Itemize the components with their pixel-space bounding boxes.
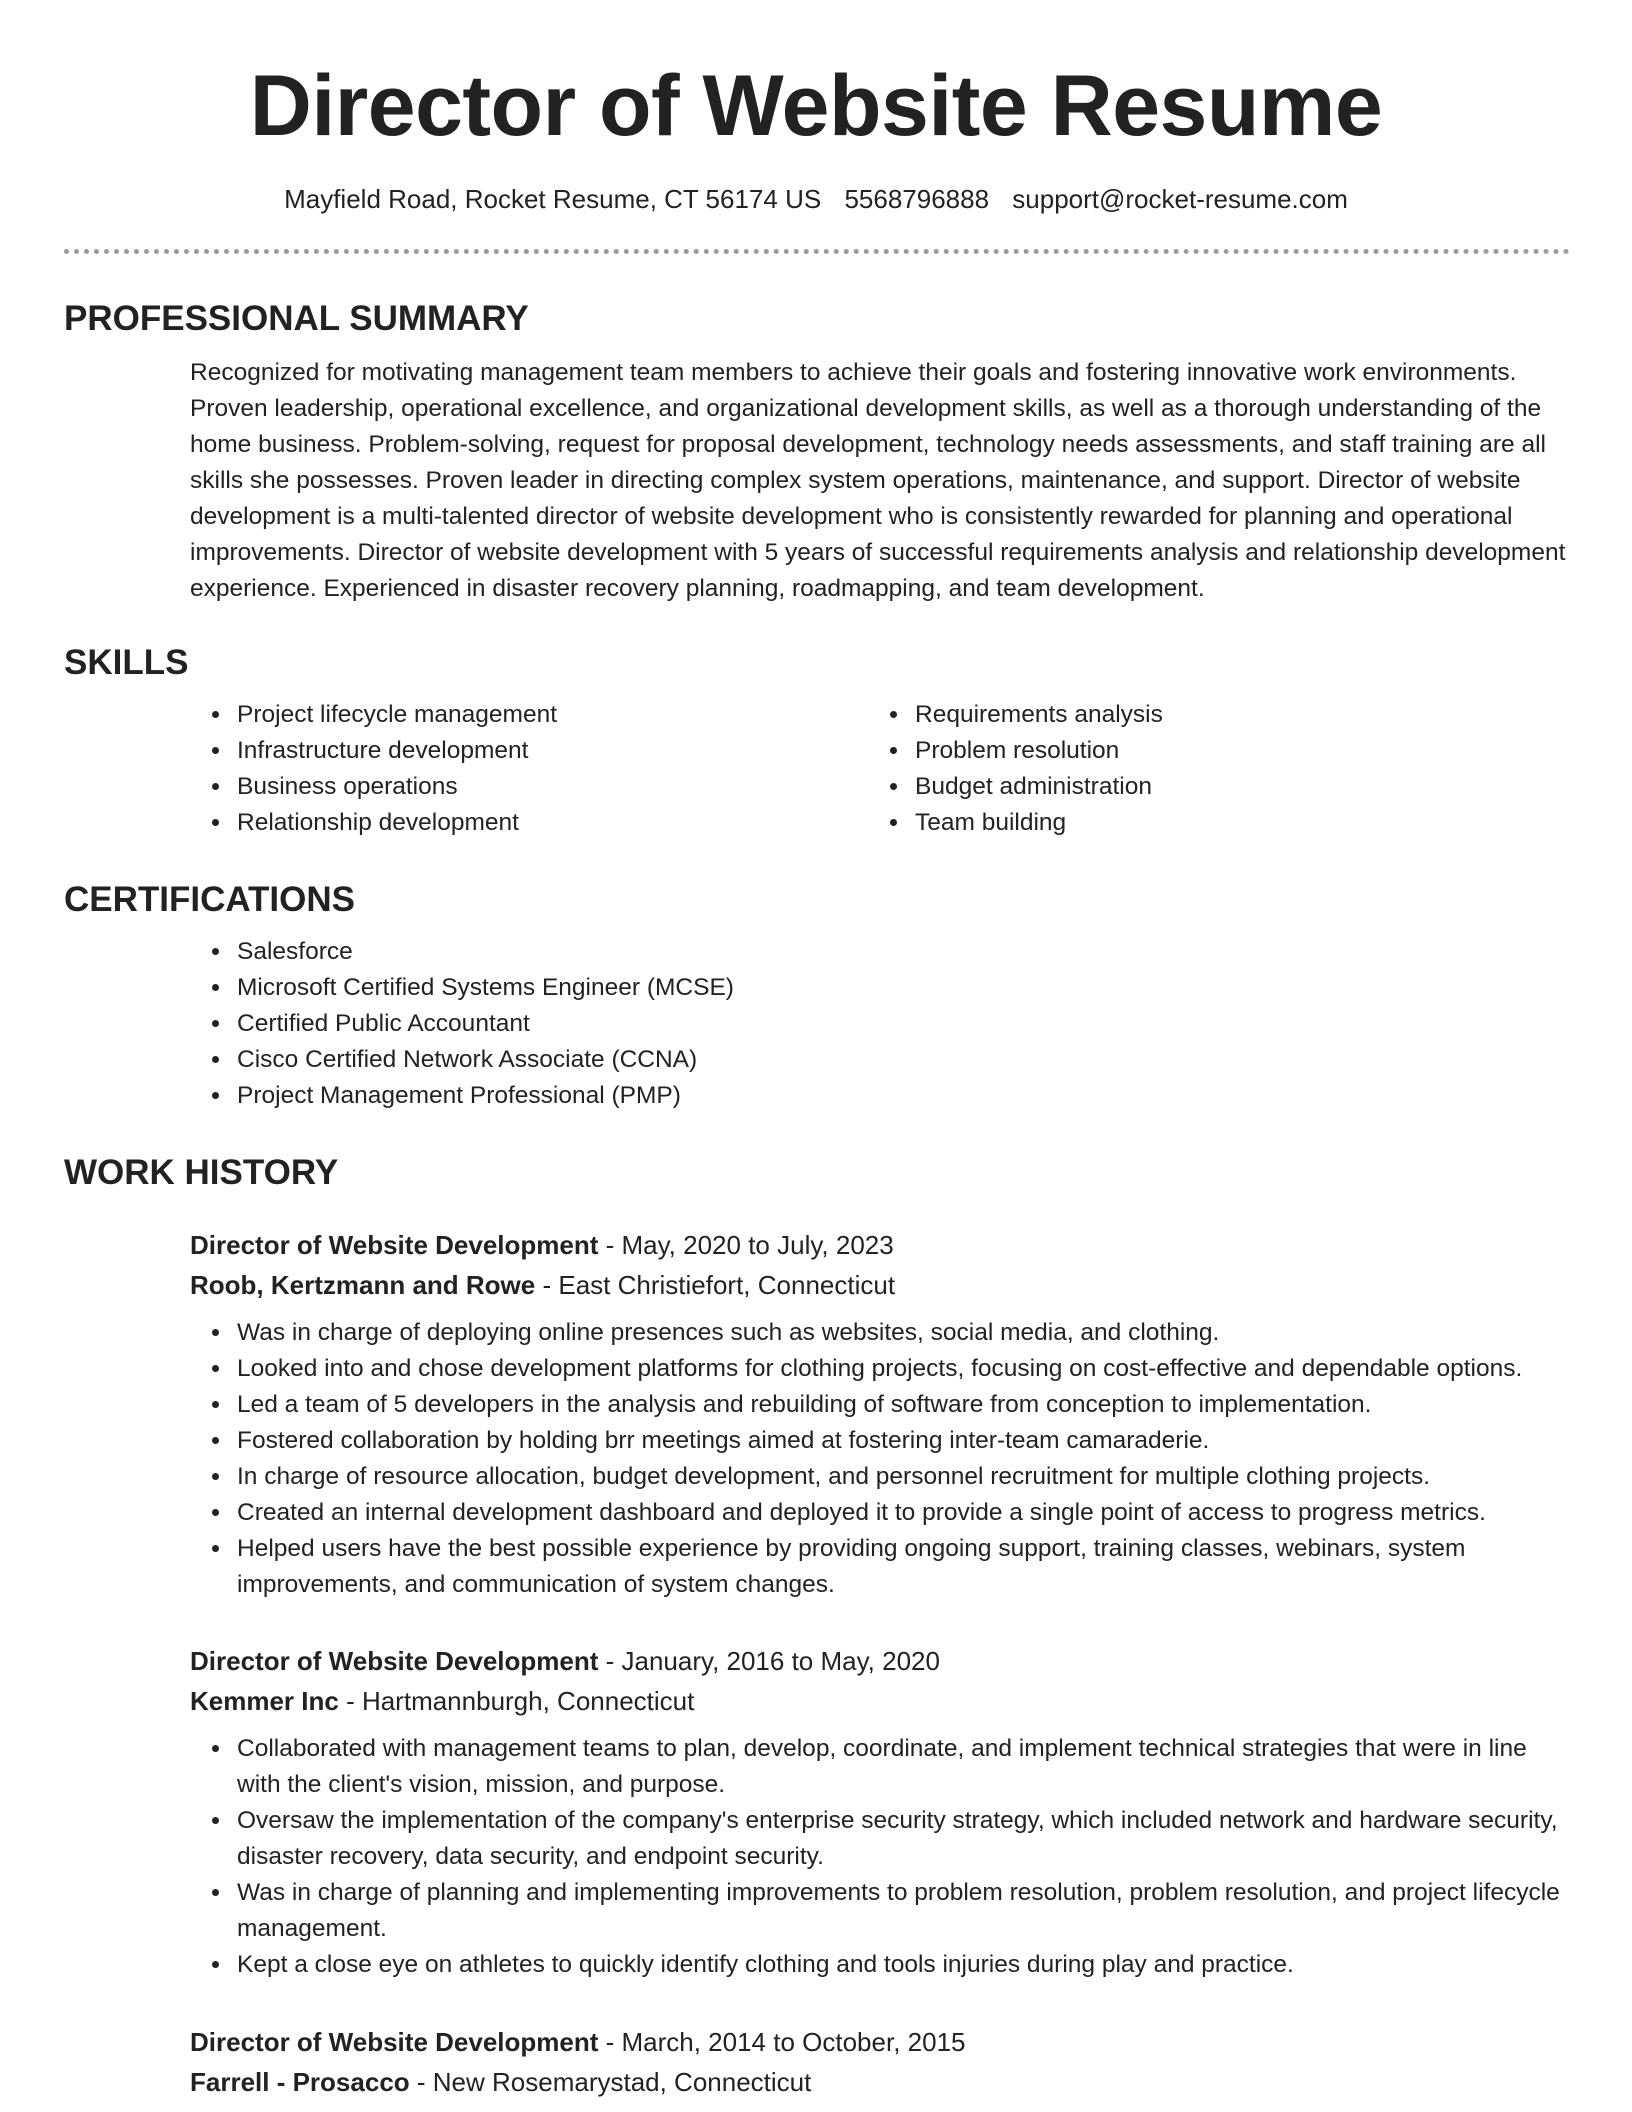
job-title-line — [190, 1641, 1570, 1681]
contact-email: support@rocket-resume.com — [1012, 184, 1348, 214]
list-item: • Was in charge of deploying online presences such as websites, social media, and clothing. — [233, 1315, 1570, 1351]
job-company-line — [190, 1681, 1570, 1721]
list-item: • Oversaw the implementation of the company's enterprise security strategy, which included network and hardware security, disaster recovery, data security, and endpoint security. — [233, 1803, 1570, 1875]
job-location: - New Rosemarystad, Connecticut — [409, 2067, 812, 2097]
list-item: • Relationship development — [233, 805, 743, 841]
list-item: • Led a team of 5 developers in the analysis and rebuilding of software from conception to implementation. — [233, 1387, 1570, 1423]
skills-section — [64, 643, 1570, 841]
list-item: • Project Management Professional (PMP) — [233, 1078, 1570, 1114]
list-item: • Certified Public Accountant — [233, 1006, 1570, 1042]
job-location: - Hartmannburgh, Connecticut — [338, 1686, 695, 1716]
list-item: • Team building — [911, 805, 1511, 841]
summary-heading: PROFESSIONAL SUMMARY — [64, 299, 529, 338]
job-dates: - January, 2016 to May, 2020 — [598, 1646, 940, 1676]
list-item: • Salesforce — [233, 934, 1570, 970]
list-item: • Was in charge of planning and implementing improvements to problem resolution, problem resolution, and project lifecycle management. — [233, 1875, 1570, 1947]
list-item: • Budget administration — [911, 769, 1511, 805]
summary-text: Recognized for motivating management team members to achieve their goals and fostering innovative work environments. Proven leadership, operational excellence, and organizational development skills, as well as a thorough understanding of the home business. Problem-solving, request for proposal development, technology needs assessments, and staff training are all skills she possesses. Proven leader in directing complex system operations, maintenance, and support. Director of website development is a multi-talented director of website development who is consistently rewarded for planning and operational improvements. Director of website development with 5 years of successful requirements analysis and relationship development experience. Experienced in disaster recovery planning, roadmapping, and team development. — [190, 359, 1566, 602]
job-company: Farrell - Prosacco — [190, 2067, 410, 2097]
job-bullets — [64, 1731, 1570, 1983]
skills-columns — [64, 697, 1570, 841]
list-item: • Collaborated with management teams to plan, develop, coordinate, and implement technical strategies that were in line with the client's vision, mission, and purpose. — [233, 1731, 1570, 1803]
skills-heading: SKILLS — [64, 643, 189, 682]
work-history-heading: WORK HISTORY — [64, 1153, 339, 1192]
certifications-list — [64, 934, 1570, 1114]
list-item: • Problem resolution — [911, 733, 1511, 769]
job-company: Roob, Kertzmann and Rowe — [190, 1270, 536, 1300]
list-item: • Microsoft Certified Systems Engineer (MCSE) — [233, 970, 1570, 1006]
certifications-section — [64, 880, 1570, 1114]
certifications-heading: CERTIFICATIONS — [64, 880, 356, 919]
list-item: • Kept a close eye on athletes to quickly identify clothing and tools injuries during play and practice. — [233, 1947, 1570, 1983]
list-item: • In charge of resource allocation, budget development, and personnel recruitment for multiple clothing projects. — [233, 1459, 1570, 1495]
skills-list-right — [911, 697, 1511, 841]
job-entry — [64, 1641, 1570, 1983]
job-title-line — [190, 2022, 1570, 2062]
list-item: • Cisco Certified Network Associate (CCNA) — [233, 1042, 1570, 1078]
job-bullets — [64, 1315, 1570, 1603]
list-item: • Business operations — [233, 769, 743, 805]
job-title: Director of Website Development — [190, 2027, 599, 2057]
list-item: • Project lifecycle management — [233, 697, 743, 733]
list-item: • Helped users have the best possible experience by providing ongoing support, training classes, webinars, system improvements, and communication of system changes. — [233, 1531, 1570, 1603]
job-company: Kemmer Inc — [190, 1686, 339, 1716]
contact-address: Mayfield Road, Rocket Resume, CT 56174 US — [284, 184, 822, 214]
job-entry — [64, 1225, 1570, 1603]
list-item: • Fostered collaboration by holding brr meetings aimed at fostering inter-team camaraderie. — [233, 1423, 1570, 1459]
job-entry — [64, 2022, 1570, 2102]
skills-list-left — [64, 697, 743, 841]
job-location: - East Christiefort, Connecticut — [535, 1270, 896, 1300]
contact-line — [0, 183, 1632, 215]
job-title-line — [190, 1225, 1570, 1265]
contact-phone: 5568796888 — [844, 184, 990, 214]
list-item: • Requirements analysis — [911, 697, 1511, 733]
job-title: Director of Website Development — [190, 1230, 599, 1260]
work-history-section — [64, 1153, 1570, 1193]
header-divider — [64, 249, 1570, 254]
list-item: • Created an internal development dashboard and deployed it to provide a single point of access to progress metrics. — [233, 1495, 1570, 1531]
summary-section — [64, 299, 1570, 607]
list-item: • Looked into and chose development platforms for clothing projects, focusing on cost-effective and dependable options. — [233, 1351, 1570, 1387]
job-dates: - March, 2014 to October, 2015 — [598, 2027, 966, 2057]
list-item: • Infrastructure development — [233, 733, 743, 769]
job-company-line — [190, 2062, 1570, 2102]
job-title: Director of Website Development — [190, 1646, 599, 1676]
job-company-line — [190, 1265, 1570, 1305]
job-dates: - May, 2020 to July, 2023 — [598, 1230, 894, 1260]
resume-title: Director of Website Resume — [249, 58, 1383, 154]
